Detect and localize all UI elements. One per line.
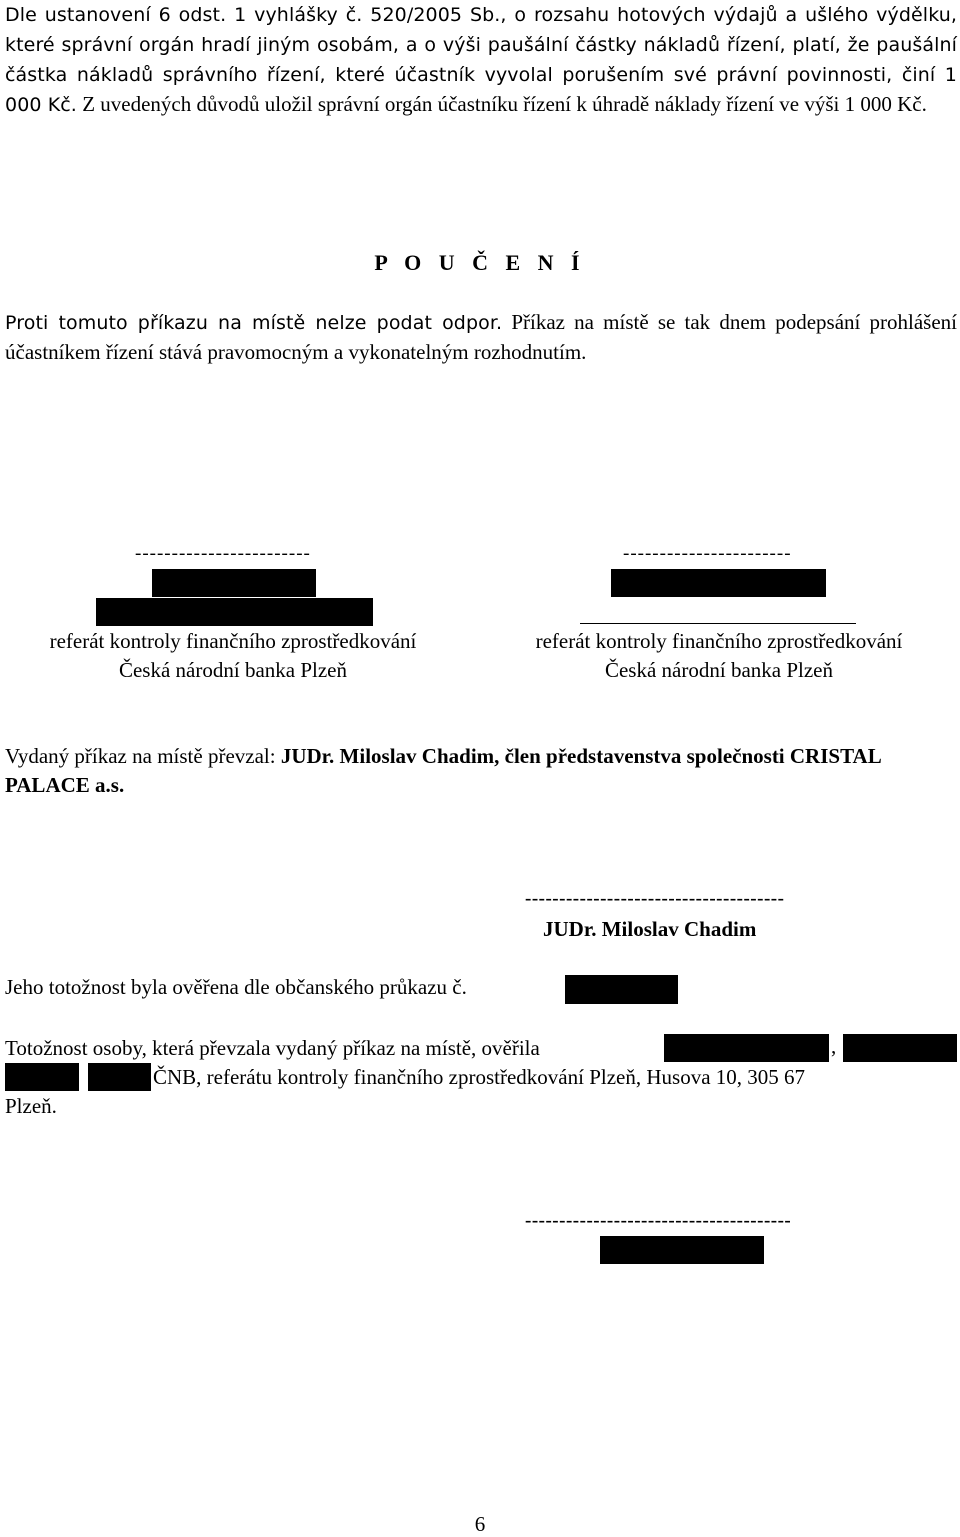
notice-text-serif: Příkaz na místě se tak dnem podepsání prohlášení účastníkem řízení stává pravomocným a vykonatelným rozhodnutím. <box>5 310 958 364</box>
received-by-statement <box>5 742 957 800</box>
identity-statement: Jeho totožnost byla ověřena dle občanského průkazu č. <box>5 975 467 999</box>
right-institution: Česká národní banka Plzeň <box>604 658 834 682</box>
intro-text-2: Z uvedených důvodů uložil správní orgán účastníku řízení k úhradě náklady řízení ve výši 1 000 Kč. <box>82 92 927 116</box>
left-institution: Česká národní banka Plzeň <box>118 658 348 682</box>
notice-paragraph <box>5 308 957 367</box>
redacted-final-signer <box>600 1236 764 1264</box>
intro-paragraph <box>5 0 957 120</box>
intro-text: Dle ustanovení 6 odst. 1 vyhlášky č. 520/2005 Sb., o rozsahu hotových výdajů a ušlého výdělku, které správní orgán hradí jiným osobám, a o výši paušální částky nákladů řízení, platí, že paušální částka nákladů správního řízení, které účastník vyvolal porušením své právní povinnosti, činí 1 000 Kč. <box>5 4 957 116</box>
chadim-name: JUDr. Miloslav Chadim <box>543 917 757 941</box>
redacted-title-left <box>96 598 373 626</box>
final-signature-line: --------------------------------------- <box>525 1210 792 1231</box>
right-signature-line: ----------------------- <box>623 543 792 564</box>
redacted-name-left <box>152 569 316 597</box>
verify-prefix: Totožnost osoby, která převzala vydaný příkaz na místě, ověřila <box>5 1036 540 1060</box>
notice-text-sans: Proti tomuto příkazu na místě nelze podat odpor. <box>5 312 503 334</box>
verify-suffix-end: Plzeň. <box>5 1094 57 1118</box>
instruction-heading: P O U Č E N Í <box>374 250 586 275</box>
left-signature-line: ------------------------ <box>135 543 311 564</box>
chadim-signature-line: -------------------------------------- <box>525 888 785 909</box>
redacted-verifier-title-3 <box>88 1063 151 1091</box>
redacted-verifier-title-2 <box>5 1063 79 1091</box>
redacted-name-right <box>611 569 826 597</box>
right-department: referát kontroly finančního zprostředkování <box>535 629 903 653</box>
redacted-id-number <box>565 975 678 1004</box>
redacted-verifier-name <box>664 1034 829 1062</box>
right-title-blank-line <box>580 598 856 624</box>
verify-suffix-first: ČNB, referátu kontroly finančního zprostředkování Plzeň, Husova 10, 305 67 <box>153 1065 806 1089</box>
redacted-verifier-title-1 <box>843 1034 957 1062</box>
received-person: JUDr. Miloslav Chadim, člen představenstva společnosti CRISTAL PALACE a.s. <box>5 744 881 797</box>
verify-comma: , <box>831 1034 837 1058</box>
left-department: referát kontroly finančního zprostředkování <box>49 629 417 653</box>
received-prefix: Vydaný příkaz na místě převzal: <box>5 744 281 768</box>
verify-line-3 <box>5 1092 957 1121</box>
page-number: 6 <box>474 1512 486 1536</box>
